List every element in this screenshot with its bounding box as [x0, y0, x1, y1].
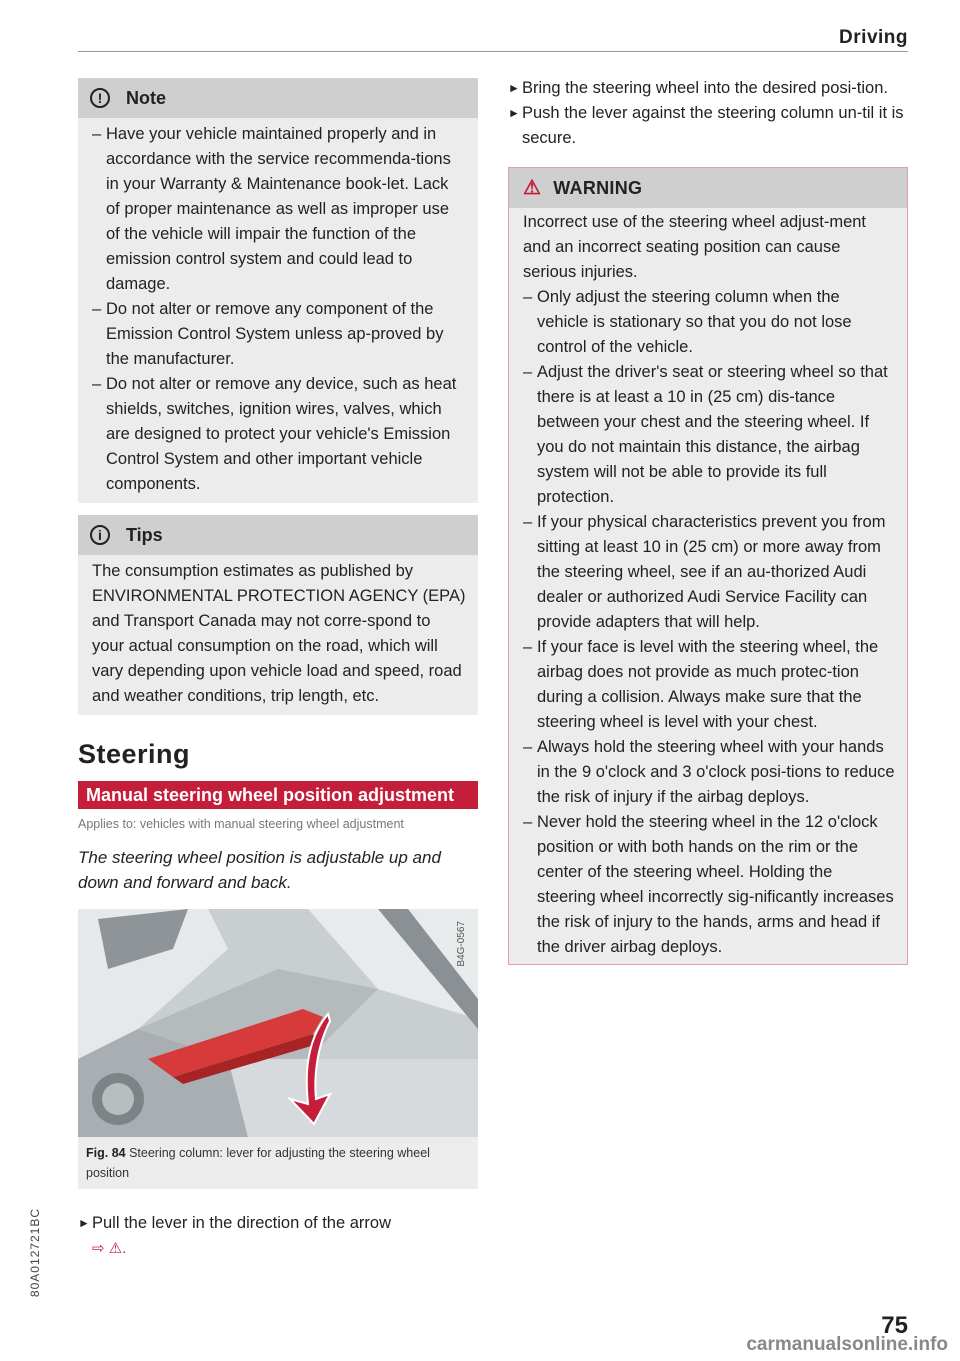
page-number: 75: [881, 1312, 908, 1339]
list-item: – Never hold the steering wheel in the 12 o'clock position or with both hands on the rim or the center of the steering wheel. Holding the steering wheel incorrectly sig-nificantly increases the risk of injury to the hands, arms and head if the driver airbag deploys.: [523, 810, 895, 960]
tips-text: The consumption estimates as published by ENVIRONMENTAL PROTECTION AGENCY (EPA) and Transport Canada may not corre-spond to your actual consumption on the road, which will vary depending upon vehicle load and speed, road and weather conditions, trip length, etc.: [92, 562, 466, 705]
list-item: – Only adjust the steering column when the vehicle is stationary so that you do not lose control of the vehicle.: [523, 285, 895, 360]
step-2: ► Bring the steering wheel into the desired posi-tion.: [508, 76, 908, 101]
watermark: carmanualsonline.info: [746, 1334, 948, 1355]
right-column: [508, 76, 908, 965]
step-1: ► Pull the lever in the direction of the arrow: [78, 1211, 478, 1236]
note-box: [78, 78, 478, 503]
list-item: – If your face is level with the steering wheel, the airbag does not provide as much protec-tion during a collision. Always make sure that the steering wheel is level with your chest.: [523, 635, 895, 735]
section-title: Driving: [839, 27, 908, 48]
steps-left: [78, 1211, 478, 1261]
steering-subheading: Manual steering wheel position adjustment: [78, 781, 478, 809]
tips-title: Tips: [126, 524, 163, 545]
figure-caption: [78, 1137, 478, 1189]
list-item: – Always hold the steering wheel with your hands in the 9 o'clock and 3 o'clock posi-tions to reduce the risk of injury if the airbag deploys.: [523, 735, 895, 810]
figure-code: B4G-0567: [456, 921, 467, 967]
left-column: [78, 78, 478, 1261]
warning-reference-link[interactable]: ⇨ ⚠.: [92, 1240, 127, 1257]
warning-title: WARNING: [553, 177, 643, 198]
steering-column-figure: [78, 909, 478, 1137]
header-rule: [78, 51, 908, 52]
list-item: – Adjust the driver's seat or steering wheel so that there is at least a 10 in (25 cm) dis-tance between your chest and the steering wheel. If you do not maintain this distance, the airbag system will not be able to provide its full protection.: [523, 360, 895, 510]
caption-label: Fig. 84: [86, 1146, 126, 1160]
step-arrow-icon: ►: [78, 1216, 90, 1230]
step-arrow-icon: ►: [508, 81, 520, 95]
step-3: ► Push the lever against the steering column un-til it is secure.: [508, 101, 908, 151]
exclamation-circle-icon: !: [90, 88, 110, 108]
list-item: – If your physical characteristics prevent you from sitting at least 10 in (25 cm) or more away from the steering wheel, see if an au-thorized Audi dealer or authorized Audi Service Facility can provide adapters that will help.: [523, 510, 895, 635]
warning-list: [523, 285, 895, 960]
list-item: – Have your vehicle maintained properly and in accordance with the service recommenda-tions in your Warranty & Maintenance book-let. Lack of proper maintenance as well as improper use of the vehicle will impair the function of the emission control system and could lead to damage.: [92, 122, 466, 297]
caption-text: Steering column: lever for adjusting the steering wheel position: [86, 1146, 430, 1180]
note-list: [92, 122, 466, 497]
steering-column-illustration: [78, 909, 478, 1137]
list-item: – Do not alter or remove any device, such as heat shields, switches, ignition wires, valves, which are designed to protect your vehicle's Emission Control System and other important vehicle components.: [92, 372, 466, 497]
warning-header: [509, 168, 907, 208]
steering-intro: The steering wheel position is adjustable up and down and forward and back.: [78, 848, 441, 892]
document-code: 80A012721BC: [28, 1208, 42, 1298]
note-header: [78, 78, 478, 118]
list-item: – Do not alter or remove any component of the Emission Control System unless ap-proved by the manufacturer.: [92, 297, 466, 372]
warning-triangle-icon: ⚠: [523, 176, 542, 199]
steering-heading: Steering: [78, 739, 191, 769]
note-title: Note: [126, 87, 166, 108]
warning-intro: Incorrect use of the steering wheel adjust-ment and an incorrect seating position can cause serious injuries.: [523, 213, 867, 281]
tips-box: [78, 515, 478, 715]
applies-note: Applies to: vehicles with manual steering wheel adjustment: [78, 817, 404, 831]
info-circle-icon: i: [90, 525, 110, 545]
warning-box: [508, 167, 908, 965]
step-arrow-icon: ►: [508, 106, 520, 120]
steps-right: [508, 76, 908, 151]
tips-header: [78, 515, 478, 555]
